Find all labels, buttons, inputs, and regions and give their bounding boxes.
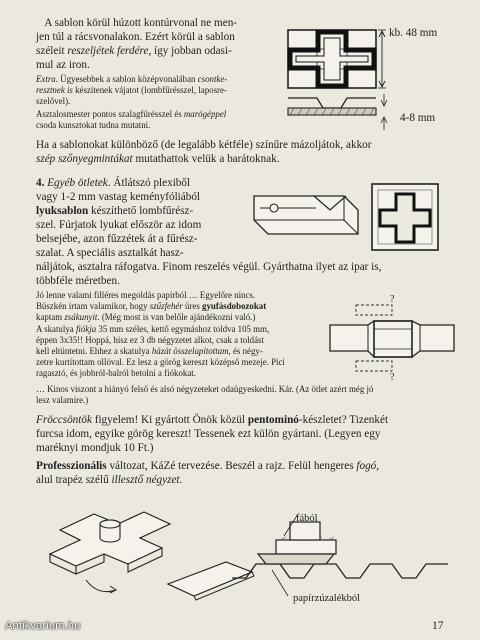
text-line: náljátok, asztalra ráfogatva. Finom reszelés végül. Gyárthatna ilyet az ipar is, [36, 261, 382, 273]
text-line: ragasztó, és jobbról-balról betolni a fiókokat. [36, 368, 196, 379]
text-line: A sablon körül húzott kontúrvonal ne men- [44, 17, 238, 29]
text-line: éppen 3x35!! Hoppá, hisz ez 3 db négyzetet alkot, csak a toldást [36, 334, 264, 345]
matchbox-note [36, 290, 316, 380]
text-line: vagy 1-2 mm vastag keményfóliából [36, 191, 201, 203]
text-line: … Kinos viszont a hiányó felső és alsó négyzeteket odaügyeskedni. Kár. (Az ötlet azért még jó [36, 384, 374, 394]
text-line: jen túl a rácsvonalakon. Ezért körül a sablon [36, 31, 235, 43]
text-line: szelővel). [36, 96, 71, 107]
watermark: Antikvarium.hu [5, 620, 81, 632]
text-line: alul trapéz szélű illesztő négyzet. [36, 474, 183, 486]
dimension-label-48mm: kb. 48 mm [389, 27, 438, 39]
dimension-label-4-8mm: 4-8 mm [400, 112, 436, 124]
intro-paragraph [36, 16, 272, 72]
label-wood: fából [296, 513, 318, 524]
label-paper-pulp: papírzúzalékból [293, 593, 361, 604]
text-line: lesz valamire.) [36, 395, 89, 406]
text-line: zetre kurtítottam ollóval. Ez lesz a görög kereszt középső mezeje. Pici [36, 357, 285, 368]
text-line: szép szőnyegmintákat mutathattok velük a barátoknak. [36, 153, 280, 165]
matchbox-note-end [36, 384, 456, 406]
text-line: lyuksablon készíthető lombfűrész- [36, 205, 194, 217]
text-line: maréknyi mondjuk 10 Ft.) [36, 442, 154, 454]
text-line: 4. Egyéb ötletek. Átlátszó plexiből [36, 177, 191, 189]
section-4-paragraph [36, 176, 246, 260]
text-line: széleit reszeljétek ferdére, így jobban odasi- [36, 45, 232, 57]
text-line: Extra. Ügyesebbek a sablon középvonalában csontke- [36, 74, 228, 84]
section-4-continued [36, 260, 454, 288]
text-line: szel. Fúrjatok lyukat először az idom [36, 219, 202, 231]
text-line: kell eltüntetni. Ehhez a skatulya házát összelapítottam, és négy- [36, 346, 263, 357]
text-line: belsejébe, azon fűzzétek át a fűrész- [36, 233, 198, 245]
text-line: Fröccsöntök figyelem! Ki gyártott Önök közül pentominó-készletet? Tizenkét [36, 414, 389, 426]
extra-note [36, 74, 272, 131]
text-line: Ha a sablonokat különböző (de legalább kétféle) színűre mázoljátok, akkor [36, 139, 372, 151]
text-line: kaptam zsákunyit. (Még most is van belőle ajándékozni való.) [36, 312, 256, 323]
text-line: Jó lenne valami filléres megoldás papírból … Egyelőre nincs. [36, 290, 256, 300]
text-line: furcsa idom, egyike görög kereszt! Tessenek ezt külön gyártani. (Legyen egy [36, 428, 381, 440]
pentomino-paragraph [36, 413, 454, 455]
text-line: szalat. A speciális asztalkát hasz- [36, 247, 184, 259]
text-line: A skatulya fiókja 35 mm széles, kettő egymáshoz toldva 105 mm, [36, 323, 270, 334]
text-line: Asztalosmester pontos szalagfűrésszel és marógéppel [36, 108, 227, 119]
hole-template-figure [248, 180, 458, 260]
text-line: Professzionális változat, KáZé tervezése. Beszél a rajz. Felül hengeres fogó, [36, 460, 380, 472]
text-line: többféle méretben. [36, 275, 120, 287]
text-line: mul az iron. [36, 59, 90, 71]
text-line: Büszkén írtam valamikor, hogy szűzfehér üres gyufásdobozokat [36, 301, 267, 312]
text-line: resztnek is készítenek vájatot (lombfűrésszel, laposre- [36, 85, 227, 96]
coloring-paragraph [36, 138, 454, 166]
professional-tool-figure [36, 500, 466, 615]
question-mark-bottom: ? [390, 372, 395, 383]
page-number: 17 [432, 620, 444, 632]
text-line: csoda kunsztokat tudna mutatni. [36, 119, 151, 130]
professional-paragraph [36, 459, 454, 487]
question-mark-top: ? [390, 294, 395, 305]
